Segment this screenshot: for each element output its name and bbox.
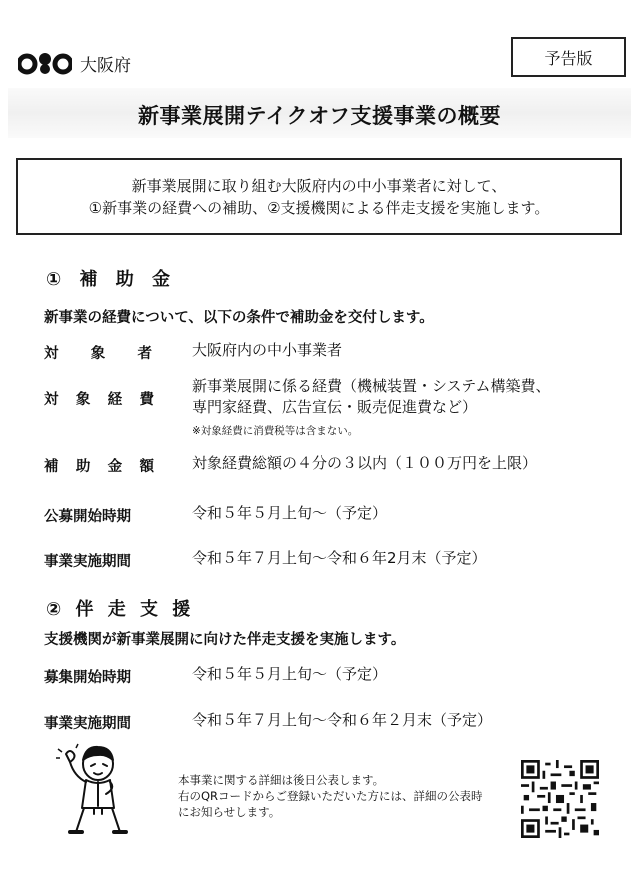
label-char: 額 xyxy=(139,459,154,475)
section2-heading: ② 伴 走 支 援 xyxy=(46,599,195,620)
osaka-prefecture-emblem-icon xyxy=(18,50,72,76)
label-char: 金 xyxy=(107,459,123,475)
footer-line: 右のQRコードからご登録いただいた方には、詳細の公表時 xyxy=(178,789,483,803)
label-eligible-expenses xyxy=(44,388,154,409)
label-subsidy-amount xyxy=(44,455,154,476)
value-eligible-expenses xyxy=(192,376,551,418)
value-recruit-start: 令和５年５月上旬～（予定） xyxy=(192,665,388,683)
value-line: 専門家経費、広告宣伝・販売促進費など） xyxy=(192,398,478,416)
label-target xyxy=(44,342,152,363)
osaka-logo xyxy=(18,50,131,76)
label-char: 象 xyxy=(75,392,91,408)
summary-line-2: ①新事業の経費への補助、②支援機関による伴走支援を実施します。 xyxy=(88,198,550,217)
waving-person-illustration xyxy=(56,742,136,838)
label-char: 助 xyxy=(75,459,91,475)
label-char: 対 xyxy=(44,392,59,408)
logo-text: 大阪府 xyxy=(80,55,131,76)
label-char: 者 xyxy=(137,346,152,362)
value-support-period: 令和５年７月上旬～令和６年２月末（予定） xyxy=(192,711,493,729)
label-char: 対 xyxy=(44,346,59,362)
label-char: 費 xyxy=(139,392,154,408)
label-support-period: 事業実施期間 xyxy=(44,716,131,732)
label-application-start: 公募開始時期 xyxy=(44,509,131,525)
label-char: 象 xyxy=(90,346,106,362)
footer-line: にお知らせします。 xyxy=(178,805,281,819)
expenses-note: ※対象経費に消費税等は含まない。 xyxy=(192,425,359,437)
label-char: 経 xyxy=(107,392,123,408)
label-recruit-start: 募集開始時期 xyxy=(44,670,131,686)
label-char: 補 xyxy=(44,459,59,475)
label-project-period: 事業実施期間 xyxy=(44,554,131,570)
value-line: 新事業展開に係る経費（機械装置・システム構築費、 xyxy=(192,377,551,395)
value-subsidy-amount: 対象経費総額の４分の３以内（１００万円を上限） xyxy=(192,454,538,472)
section2-description: 支援機関が新事業展開に向けた伴走支援を実施します。 xyxy=(44,632,406,648)
footer-note xyxy=(178,772,483,820)
value-project-period: 令和５年７月上旬～令和６年2月末（予定） xyxy=(192,549,487,567)
value-target: 大阪府内の中小事業者 xyxy=(192,341,343,359)
section1-heading: ① 補 助 金 xyxy=(46,269,177,290)
page-title: 新事業展開テイクオフ支援事業の概要 xyxy=(138,104,501,128)
section1-description: 新事業の経費について、以下の条件で補助金を交付します。 xyxy=(44,310,434,326)
footer-line: 本事業に関する詳細は後日公表します。 xyxy=(178,773,385,787)
summary-box xyxy=(16,158,622,235)
value-application-start: 令和５年５月上旬～（予定） xyxy=(192,504,388,522)
qr-code[interactable] xyxy=(521,760,599,838)
summary-line-1: 新事業展開に取り組む大阪府内の中小事業者に対して、 xyxy=(131,176,507,195)
preview-badge: 予告版 xyxy=(511,37,626,77)
